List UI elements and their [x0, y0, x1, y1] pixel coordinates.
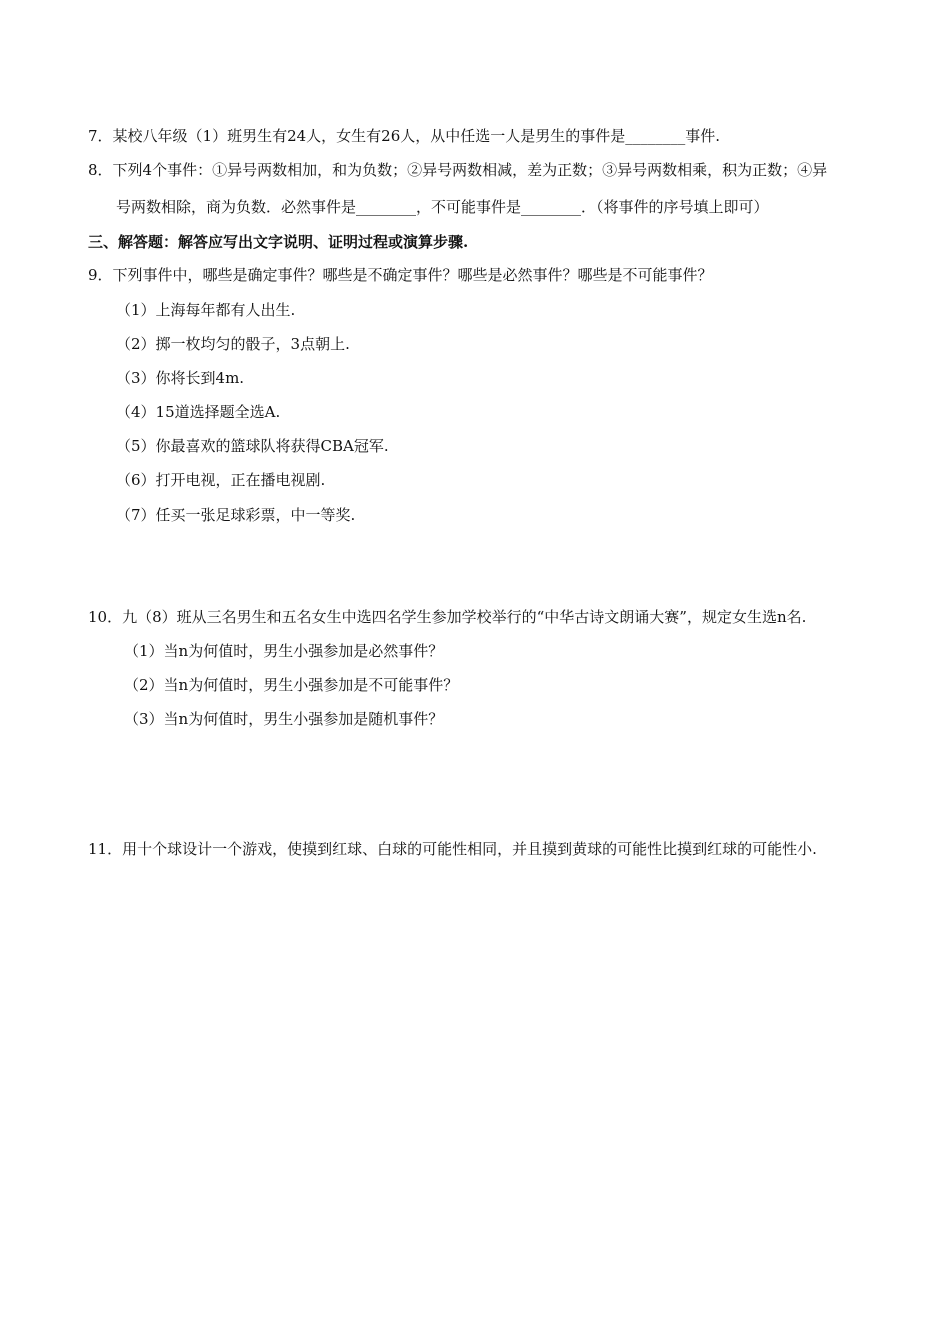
question-9-item-7: （7）任买一张足球彩票，中一等奖.	[116, 506, 356, 524]
question-9-item-5: （5）你最喜欢的篮球队将获得CBA冠军.	[116, 437, 389, 455]
question-10-item-1: （1）当n为何值时，男生小强参加是必然事件？	[124, 642, 444, 660]
question-9-item-4: （4）15道选择题全选A.	[116, 403, 281, 421]
question-9-item-2: （2）掷一枚均匀的骰子，3点朝上.	[116, 335, 350, 353]
question-9-item-3: （3）你将长到4m.	[116, 369, 245, 387]
question-10-item-3: （3）当n为何值时，男生小强参加是随机事件？	[124, 710, 444, 728]
question-8-line-2: 号两数相除，商为负数．必然事件是________，不可能事件是________．（将事件的序号填上即可）	[116, 198, 769, 216]
question-7: 7．某校八年级（1）班男生有24人，女生有26人，从中任选一人是男生的事件是________事件.	[88, 127, 721, 145]
question-9-stem: 9．下列事件中，哪些是确定事件？哪些是不确定事件？哪些是必然事件？哪些是不可能事件？	[88, 266, 713, 284]
question-9-item-1: （1）上海每年都有人出生.	[116, 301, 296, 319]
question-11: 11．用十个球设计一个游戏，使摸到红球、白球的可能性相同，并且摸到黄球的可能性比摸到红球的可能性小.	[88, 840, 817, 858]
question-10-stem: 10．九（8）班从三名男生和五名女生中选四名学生参加学校举行的“中华古诗文朗诵大赛”，规定女生选n名.	[88, 608, 807, 626]
question-9-item-6: （6）打开电视，正在播电视剧.	[116, 471, 326, 489]
section-3-title: 三、解答题：解答应写出文字说明、证明过程或演算步骤.	[88, 233, 469, 251]
question-10-item-2: （2）当n为何值时，男生小强参加是不可能事件？	[124, 676, 459, 694]
question-8-line-1: 8．下列4个事件：①异号两数相加，和为负数；②异号两数相减，差为正数；③异号两数相乘，积为正数；④异	[88, 161, 828, 179]
